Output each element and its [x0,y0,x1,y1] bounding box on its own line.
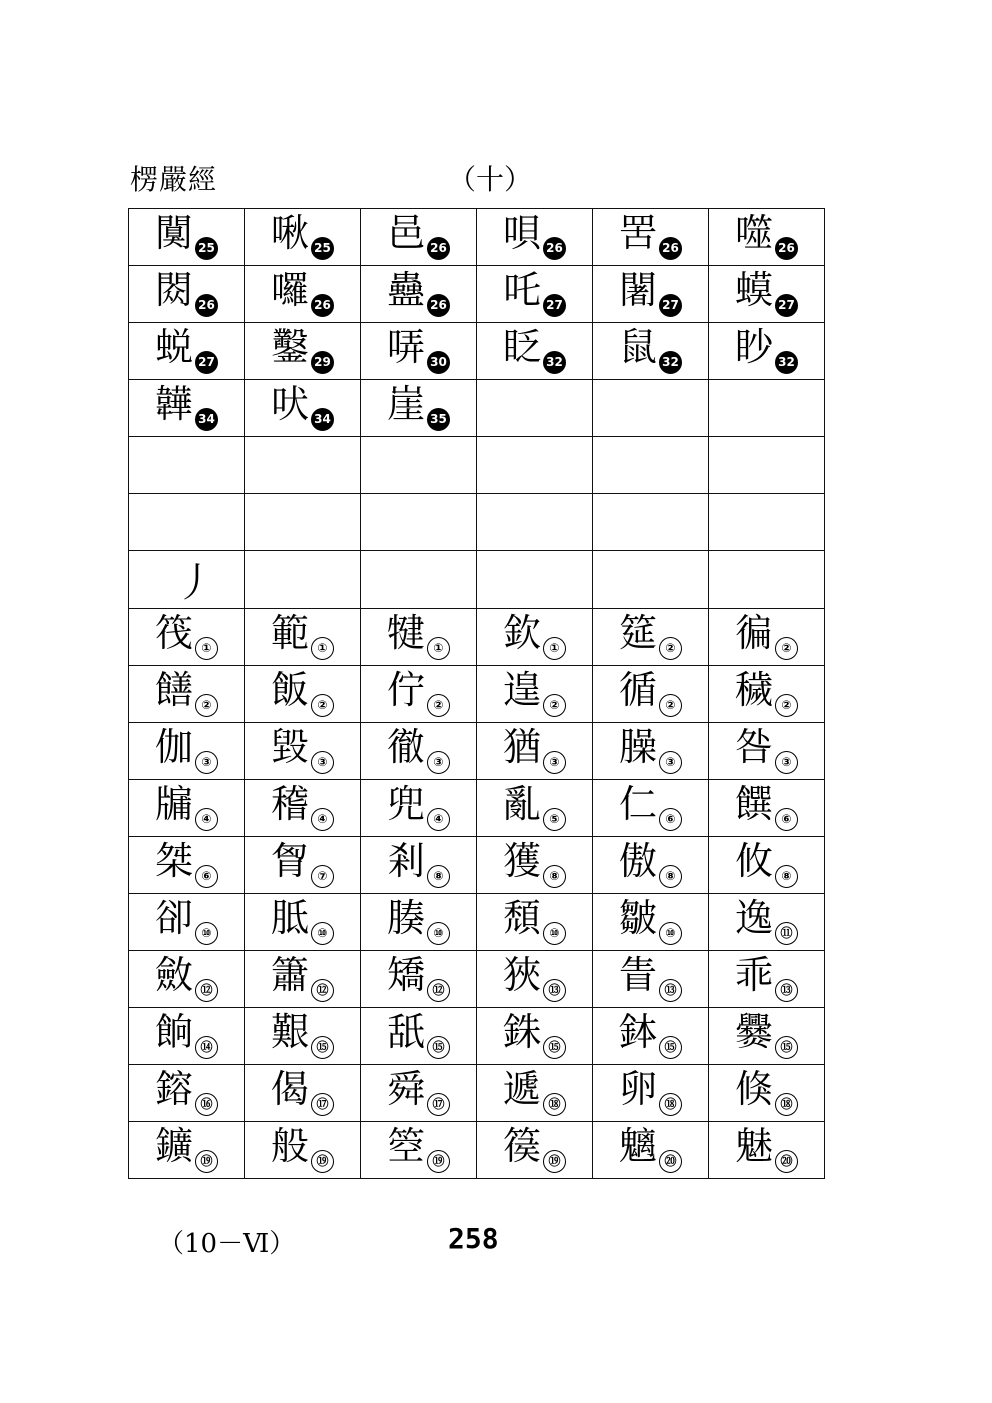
character-cell [593,1008,709,1065]
glyph-character: 胝 [271,896,310,940]
character-cell [593,951,709,1008]
character-cell [477,1008,593,1065]
character-cell [477,894,593,951]
section-number-badge: ⑱ [775,1093,798,1116]
glyph-character: 篌 [503,1124,542,1168]
section-number-badge: 26 [659,237,682,260]
glyph-character: 矯 [387,953,426,997]
glyph-character: 卵 [619,1067,658,1111]
glyph-character: 亂 [503,782,542,826]
section-number-badge: ① [195,637,218,660]
table-row [129,1065,825,1122]
character-cell [129,1008,245,1065]
character-cell [709,609,825,666]
section-number-badge: ⑳ [775,1150,798,1173]
character-grid [128,208,825,1179]
empty-row [129,437,825,494]
empty-cell [361,437,477,494]
character-cell [361,1065,477,1122]
character-cell [709,723,825,780]
table-row [129,723,825,780]
section-number-badge: 30 [427,351,450,374]
empty-cell [129,494,245,551]
glyph-character: 偈 [271,1067,310,1111]
section-number-badge: 27 [659,294,682,317]
character-cell [245,723,361,780]
table-row [129,837,825,894]
character-cell [245,951,361,1008]
character-cell [361,1122,477,1179]
empty-cell [709,494,825,551]
section-number-badge: ⑩ [659,922,682,945]
glyph-character: 舜 [387,1067,426,1111]
glyph-character: 閦 [155,268,194,312]
character-cell [361,380,477,437]
glyph-character: 仁 [619,782,658,826]
glyph-character: 飯 [271,668,310,712]
glyph-character: 胷 [271,839,310,883]
section-number-badge: ② [427,694,450,717]
table-row [129,894,825,951]
page-number: 258 [448,1222,499,1255]
character-cell [477,837,593,894]
character-cell [593,1065,709,1122]
empty-cell [593,551,709,609]
section-number-badge: ⑩ [195,922,218,945]
empty-cell [477,551,593,609]
section-number-badge: ⑰ [427,1093,450,1116]
glyph-character: 箜 [387,1124,426,1168]
glyph-character: 臊 [619,725,658,769]
glyph-character: 蜕 [155,325,194,369]
glyph-character: 眚 [619,953,658,997]
section-number-badge: 26 [195,294,218,317]
section-number-badge: ⑥ [195,865,218,888]
glyph-character: 佇 [387,668,426,712]
section-number-badge: 26 [427,237,450,260]
glyph-character: 鑿 [271,325,310,369]
character-cell [245,209,361,266]
character-cell [709,666,825,723]
glyph-character: 饍 [155,668,194,712]
glyph-character: 腠 [387,896,426,940]
character-cell [477,951,593,1008]
glyph-character: 筏 [155,611,194,655]
empty-cell [245,494,361,551]
character-cell [129,1065,245,1122]
glyph-character: 逸 [735,896,774,940]
section-number-badge: ⑧ [659,865,682,888]
glyph-character: 遞 [503,1067,542,1111]
section-number-badge: ⑮ [311,1036,334,1059]
glyph-character: 徹 [387,725,426,769]
section-number-badge: ③ [195,751,218,774]
character-cell [709,209,825,266]
empty-row [129,494,825,551]
glyph-character: 桀 [155,839,194,883]
section-number-badge: ② [311,694,334,717]
glyph-character: 銖 [503,1010,542,1054]
character-cell [361,951,477,1008]
section-number-badge: ⑲ [195,1150,218,1173]
glyph-character: 狹 [503,953,542,997]
radical-row [129,551,825,609]
section-number-badge: ⑭ [195,1036,218,1059]
character-cell [245,837,361,894]
section-number-badge: ④ [195,808,218,831]
glyph-character: 兜 [387,782,426,826]
section-number-badge: ⑥ [775,808,798,831]
section-number-badge: ⑦ [311,865,334,888]
glyph-character: 吒 [503,268,542,312]
section-number-badge: ③ [659,751,682,774]
glyph-character: 剎 [387,839,426,883]
empty-cell [361,551,477,609]
character-cell [709,951,825,1008]
section-number-badge: 34 [195,408,218,431]
glyph-character: 魑 [619,1124,658,1168]
section-number-badge: 25 [311,237,334,260]
section-number-badge: ② [659,694,682,717]
empty-cell [593,437,709,494]
character-cell [709,266,825,323]
section-number-badge: 26 [543,237,566,260]
table-row [129,1122,825,1179]
character-cell [477,609,593,666]
section-number-badge: ⑯ [195,1093,218,1116]
character-cell [361,266,477,323]
character-cell [245,380,361,437]
glyph-character: 咎 [735,725,774,769]
character-cell [709,1122,825,1179]
character-cell [129,951,245,1008]
glyph-character: 穢 [735,668,774,712]
glyph-character: 闃 [155,211,194,255]
empty-cell [477,494,593,551]
empty-cell [361,494,477,551]
section-number-badge: 29 [311,351,334,374]
book-title: 楞嚴經 [130,163,218,196]
character-cell [477,723,593,780]
glyph-character: 蠱 [387,268,426,312]
glyph-character: 囉 [271,268,310,312]
character-cell [129,323,245,380]
character-cell [245,1065,361,1122]
section-number-badge: ⑫ [195,979,218,1002]
section-number-badge: ② [775,637,798,660]
glyph-character: 循 [619,668,658,712]
character-cell [709,837,825,894]
empty-cell [129,437,245,494]
character-cell [593,209,709,266]
table-row [129,666,825,723]
table-row [129,1008,825,1065]
character-cell [129,1122,245,1179]
character-cell [245,1122,361,1179]
character-cell [361,323,477,380]
character-cell [129,723,245,780]
empty-cell [709,551,825,609]
table-row [129,380,825,437]
section-number-badge: 32 [775,351,798,374]
character-cell [709,380,825,437]
character-cell [593,609,709,666]
section-number-badge: ① [543,637,566,660]
character-cell [709,1008,825,1065]
glyph-character: 毀 [271,725,310,769]
character-cell [477,780,593,837]
glyph-character: 鑛 [155,1124,194,1168]
character-cell [245,323,361,380]
character-cell [129,894,245,951]
table-row [129,780,825,837]
glyph-character: 傲 [619,839,658,883]
glyph-character: 韡 [155,382,194,426]
section-number-badge: ⑫ [311,979,334,1002]
character-cell [245,266,361,323]
section-number-badge: ① [311,637,334,660]
section-number-badge: ⑮ [427,1036,450,1059]
character-cell [129,780,245,837]
glyph-character: 餉 [155,1010,194,1054]
glyph-character: 鎔 [155,1067,194,1111]
section-number-badge: ⑤ [543,808,566,831]
glyph-character: 鉢 [619,1010,658,1054]
table-row [129,209,825,266]
section-number-badge: ② [659,637,682,660]
section-number-badge: ⑥ [659,808,682,831]
character-cell [477,1065,593,1122]
section-number-badge: ⑩ [427,922,450,945]
character-cell [245,1008,361,1065]
glyph-character: 遑 [503,668,542,712]
radical-glyph: 丿 [175,560,215,606]
section-number-badge: ⑮ [775,1036,798,1059]
section-number-badge: ⑧ [543,865,566,888]
glyph-character: 欽 [503,611,542,655]
glyph-character: 舐 [387,1010,426,1054]
glyph-character: 眇 [735,325,774,369]
section-number-badge: ⑳ [659,1150,682,1173]
section-number-badge: ⑲ [427,1150,450,1173]
section-number-badge: ③ [775,751,798,774]
glyph-character: 闍 [619,268,658,312]
glyph-character: 唄 [503,211,542,255]
character-cell [593,723,709,780]
character-cell [361,723,477,780]
glyph-character: 眨 [503,325,542,369]
glyph-character: 倏 [735,1067,774,1111]
character-cell [245,780,361,837]
section-number-badge: ⑱ [659,1093,682,1116]
glyph-character: 崖 [387,382,426,426]
character-cell [477,266,593,323]
character-cell [593,323,709,380]
section-number-badge: ⑮ [543,1036,566,1059]
glyph-character: 皺 [619,896,658,940]
section-number-badge: 35 [427,408,450,431]
glyph-character: 犍 [387,611,426,655]
character-cell [361,894,477,951]
character-cell [361,609,477,666]
section-number-badge: ⑫ [427,979,450,1002]
character-cell [361,1008,477,1065]
glyph-character: 噬 [735,211,774,255]
glyph-character: 乖 [735,953,774,997]
character-cell [361,666,477,723]
section-number-badge: ③ [427,751,450,774]
table-row [129,266,825,323]
character-cell [477,666,593,723]
character-cell [477,380,593,437]
section-number-badge: ① [427,637,450,660]
glyph-character: 攸 [735,839,774,883]
section-number-badge: 26 [427,294,450,317]
glyph-character: 頹 [503,896,542,940]
character-cell [709,894,825,951]
section-number-badge: 27 [775,294,798,317]
section-number-badge: ② [543,694,566,717]
character-cell [245,666,361,723]
glyph-character: 伽 [155,725,194,769]
section-number-badge: ⑬ [775,979,798,1002]
character-cell [593,837,709,894]
section-number-badge: 25 [195,237,218,260]
glyph-character: 簫 [271,953,310,997]
character-cell [129,837,245,894]
character-cell [477,323,593,380]
glyph-character: 魅 [735,1124,774,1168]
section-number-badge: ② [775,694,798,717]
character-cell [361,209,477,266]
section-number-badge: ⑲ [543,1150,566,1173]
section-number-badge: ⑱ [543,1093,566,1116]
section-number-badge: 32 [543,351,566,374]
section-number-badge: ③ [543,751,566,774]
section-number-badge: ⑩ [311,922,334,945]
section-number-badge: ⑬ [543,979,566,1002]
character-cell [477,1122,593,1179]
section-number-badge: 34 [311,408,334,431]
section-number-badge: 32 [659,351,682,374]
character-cell [593,266,709,323]
character-cell [361,780,477,837]
character-cell [129,380,245,437]
empty-cell [593,494,709,551]
glyph-character: 罟 [619,211,658,255]
glyph-character: 斂 [155,953,194,997]
character-cell [709,323,825,380]
empty-cell [245,551,361,609]
glyph-character: 饌 [735,782,774,826]
section-number-badge: ③ [311,751,334,774]
glyph-character: 稽 [271,782,310,826]
glyph-character: 啾 [271,211,310,255]
character-cell [245,609,361,666]
character-cell [129,266,245,323]
glyph-character: 吠 [271,382,310,426]
character-cell [129,209,245,266]
glyph-character: 蟆 [735,268,774,312]
glyph-character: 卻 [155,896,194,940]
section-number-badge: 27 [543,294,566,317]
section-number-badge: ⑪ [775,922,798,945]
glyph-character: 筵 [619,611,658,655]
character-cell [593,380,709,437]
table-row [129,951,825,1008]
character-cell [593,1122,709,1179]
section-number-badge: ⑲ [311,1150,334,1173]
section-number-badge: 27 [195,351,218,374]
volume-number: （十） [448,163,533,196]
character-cell [129,666,245,723]
section-number-badge: ⑮ [659,1036,682,1059]
section-number-badge: ⑩ [543,922,566,945]
empty-cell [477,437,593,494]
section-number-badge: ⑧ [427,865,450,888]
section-number-badge: ⑬ [659,979,682,1002]
glyph-character: 徧 [735,611,774,655]
character-cell [361,837,477,894]
glyph-character: 哢 [387,325,426,369]
glyph-character: 範 [271,611,310,655]
glyph-character: 爨 [735,1010,774,1054]
character-cell [593,666,709,723]
character-cell [477,209,593,266]
section-number-badge: 26 [775,237,798,260]
glyph-character: 牖 [155,782,194,826]
table-row [129,323,825,380]
glyph-character: 猶 [503,725,542,769]
glyph-character: 艱 [271,1010,310,1054]
footer-code: （10－Ⅵ） [158,1229,296,1259]
empty-cell [245,437,361,494]
glyph-character: 鼠 [619,325,658,369]
glyph-character: 般 [271,1124,310,1168]
table-row [129,609,825,666]
character-cell [709,780,825,837]
character-cell [129,609,245,666]
section-number-badge: 26 [311,294,334,317]
character-cell [245,894,361,951]
radical-cell [129,551,245,609]
section-number-badge: ⑰ [311,1093,334,1116]
empty-cell [709,437,825,494]
section-number-badge: ② [195,694,218,717]
section-number-badge: ④ [311,808,334,831]
glyph-character: 邑 [387,211,426,255]
section-number-badge: ④ [427,808,450,831]
character-cell [593,780,709,837]
section-number-badge: ⑧ [775,865,798,888]
character-cell [709,1065,825,1122]
character-cell [593,894,709,951]
glyph-character: 獲 [503,839,542,883]
